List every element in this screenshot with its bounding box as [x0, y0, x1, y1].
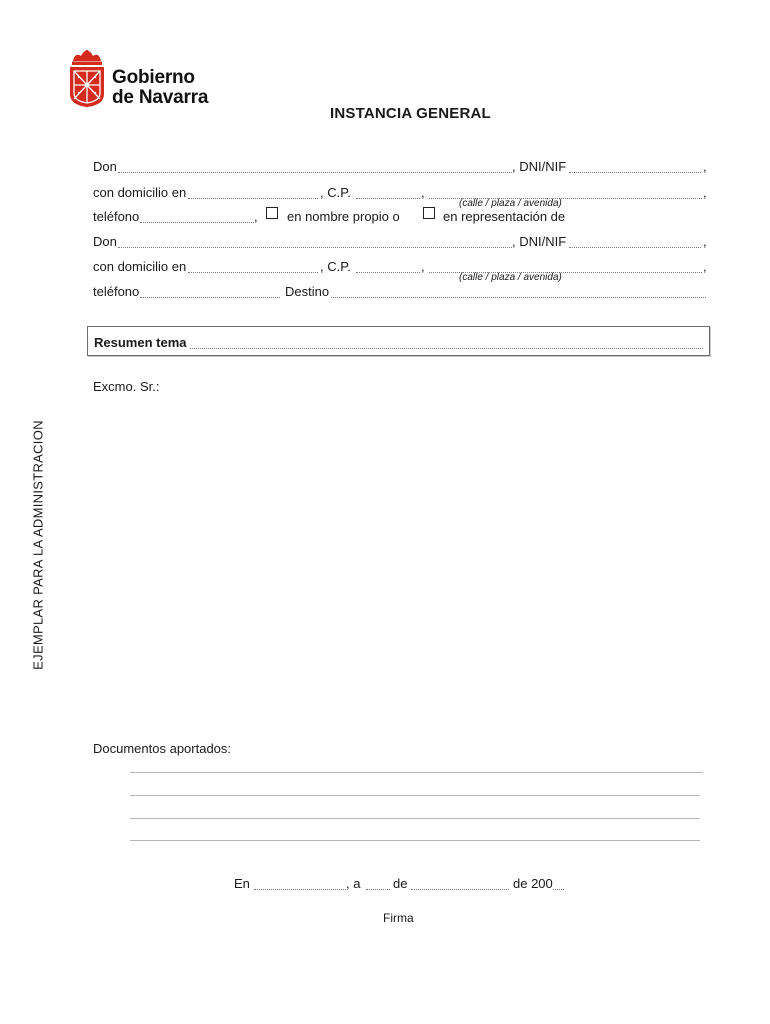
destino-field[interactable] [331, 297, 706, 298]
resumen-label: Resumen tema [94, 335, 187, 350]
represented-address-hint: (calle / plaza / avenida) [459, 272, 562, 283]
applicant-don-label: Don [93, 159, 117, 174]
represented-line2-comma: , [703, 259, 707, 274]
applicant-cp-field[interactable] [356, 198, 420, 199]
side-ejemplar-text: EJEMPLAR PARA LA ADMINISTRACION [30, 420, 46, 670]
applicant-telefono-label: teléfono [93, 209, 140, 224]
representacion-label: en representación de [443, 209, 566, 224]
date-a-label: , a [346, 876, 361, 891]
represented-cp-field[interactable] [356, 272, 420, 273]
applicant-dni-field[interactable] [569, 172, 701, 173]
applicant-line1-comma: , [703, 159, 707, 174]
applicant-phone-comma: , [254, 209, 258, 224]
body-text-area[interactable] [90, 398, 710, 728]
represented-locality-field[interactable] [188, 272, 318, 273]
applicant-phone-field[interactable] [140, 222, 254, 223]
applicant-dni-label: , DNI/NIF [512, 159, 567, 174]
represented-don-label: Don [93, 234, 117, 249]
represented-phone-field[interactable] [140, 297, 280, 298]
documentos-line-4[interactable] [130, 840, 700, 841]
date-year-label: de 200 [513, 876, 553, 891]
date-year-field[interactable] [553, 889, 564, 890]
represented-name-field[interactable] [118, 247, 512, 248]
representacion-checkbox[interactable] [423, 207, 435, 219]
represented-cp-comma: , [421, 259, 425, 274]
represented-cp-label: , C.P. [320, 259, 351, 274]
nombre-propio-label: en nombre propio o [287, 209, 400, 224]
date-en-label: En [234, 876, 250, 891]
salutation: Excmo. Sr.: [93, 379, 160, 394]
represented-domicilio-label: con domicilio en [93, 259, 187, 274]
applicant-line2-comma: , [703, 185, 707, 200]
applicant-locality-field[interactable] [188, 198, 318, 199]
date-de-label: de [393, 876, 408, 891]
date-day-field[interactable] [366, 889, 390, 890]
page-title: INSTANCIA GENERAL [330, 105, 491, 122]
represented-dni-field[interactable] [569, 247, 701, 248]
represented-line1-comma: , [703, 234, 707, 249]
date-month-field[interactable] [411, 889, 509, 890]
logo-line-de-navarra: de Navarra [112, 87, 209, 108]
resumen-field[interactable] [190, 348, 703, 349]
documentos-line-3[interactable] [130, 818, 700, 819]
represented-dni-label: , DNI/NIF [512, 234, 567, 249]
navarra-coat-of-arms-icon [67, 50, 107, 108]
applicant-name-field[interactable] [118, 172, 512, 173]
represented-telefono-label: teléfono [93, 284, 140, 299]
date-place-field[interactable] [254, 889, 346, 890]
applicant-address-hint: (calle / plaza / avenida) [459, 198, 562, 209]
applicant-domicilio-label: con domicilio en [93, 185, 187, 200]
documentos-label: Documentos aportados: [93, 741, 232, 756]
nombre-propio-checkbox[interactable] [266, 207, 278, 219]
documentos-line-2[interactable] [130, 795, 700, 796]
applicant-cp-comma: , [421, 185, 425, 200]
documentos-line-1[interactable] [130, 772, 703, 773]
logo-line-gobierno: Gobierno [112, 67, 195, 88]
applicant-cp-label: , C.P. [320, 185, 351, 200]
destino-label: Destino [285, 284, 330, 299]
firma-label: Firma [383, 911, 414, 925]
